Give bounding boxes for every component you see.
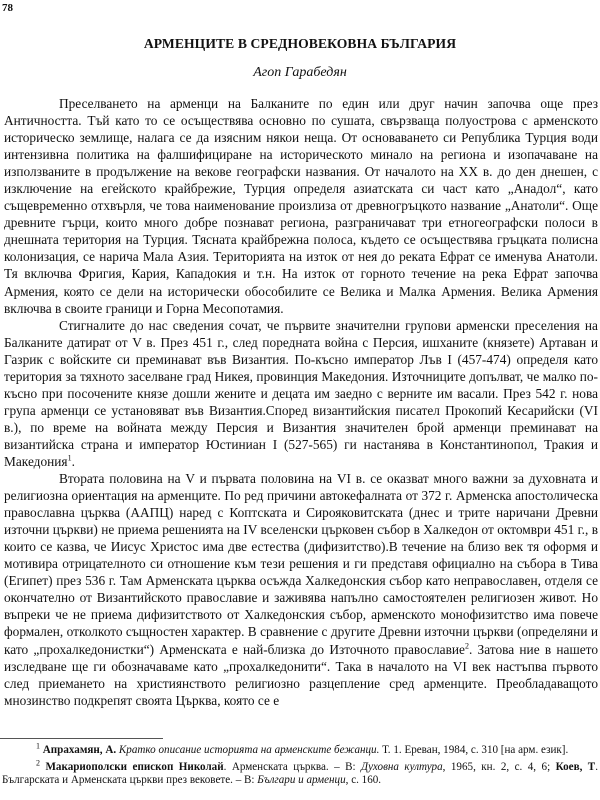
footnote-1-title: Кратко описание историята на арменските бежанци.	[118, 744, 380, 756]
article-author: Агоп Гарабедян	[253, 65, 347, 80]
footnote-2-part3: . Българската и Арменската църкви през вековете. – В:	[2, 760, 598, 787]
footnote-1-number: 1	[36, 741, 40, 751]
footnote-1-details: Т. 1. Ереван, 1984, с. 310 [на арм. език].	[379, 744, 569, 756]
article-body	[4, 95, 598, 709]
paragraph-3	[4, 470, 598, 709]
footnote-2-part1: . Арменската църква. – В:	[223, 760, 362, 773]
footnote-ref-1[interactable]: 1	[67, 453, 72, 463]
footnote-2	[2, 757, 598, 788]
footnote-ref-2[interactable]: 2	[464, 641, 469, 651]
footnote-1	[2, 741, 598, 758]
page-number: 78	[2, 2, 13, 14]
paragraph-3-tail: . Затова ние в нашето изследване ще ги обозначаваме като „прохалкедонити“. Така в началото на VI век настъпва първото след приемането на християнството религиозно разцепление сред арменците. Преобладаващото мнозинство подкрепят своята Църква, която се е	[4, 641, 598, 708]
footnote-2-part2: , 1965, кн. 2, с. 4, 6;	[442, 760, 556, 773]
paragraph-2-tail: .	[71, 453, 75, 469]
footnote-2-book: Българи и арменци	[257, 774, 346, 787]
paragraph-2-text: Стигналите до нас сведения сочат, че първите значителни групови арменски преселения на Балканите датират от V в. През 451 г., след поредната война с Персия, ишханите (князете) Артаван и Газрик с войските си преминават във Византия. По-късно император Лъв I (457-474) определя като територия за тяхното заселване град Никея, провинция Македония. Източниците допълват, че малко по-късно при посочените князе дошли жените и децата им заедно с верните им васали. През 542 г. нова група арменци се установяват във Византия.Според византийския писател Прокопий Кесарийски (VI в.), по време на войната между Персия и Византия значителен брой арменци преминават на византийска страна и император Юстиниан I (527-565) ги настанява в Константинопол, Тракия и Македония	[4, 317, 598, 469]
footnote-2-journal: Духовна култура	[361, 760, 443, 773]
paragraph-2	[4, 317, 598, 470]
paragraph-1	[4, 95, 598, 317]
footnote-2-author2: Коев, Т	[555, 760, 596, 773]
footnote-divider	[0, 738, 163, 739]
footnote-2-author: Макариополски епископ Николай	[45, 760, 224, 773]
paragraph-3-text: Втората половина на V и първата половина на VI в. се оказват много важни за духовната и религиозна ориентация на арменците. По ред причини автокефалната от 372 г. Арменска апостолическа православна църква (ААПЦ) наред с Коптската и Сирояковитската (днес и трите наричани Древни източни църкви) не приема решенията на IV вселенски църковен събор в Халкедон от октомври 451 г., в които се казва, че Иисус Христос има две естества (дифизитство).В течение на близо век тя оформя и мотивира отрицателното си отношение към тези решения и ги представя официално на събора в Тива (Египет) през 536 г. Там Арменската църква осъжда Халкедонския събор като неправославен, отделя се окончателно от Византийското православие и заживява напълно самостоятелен религиозен живот. Но въпреки че не приема дифизитството от Халкедонския събор, арменското монофизитство има повече формален, отколкото същностен характер. В сравнение с другите Древни източни църкви (определяни и като „прохалкедонистки“) Арменската е най-близка до Източното православие	[4, 471, 598, 657]
footnotes	[2, 741, 598, 791]
footnote-2-number: 2	[36, 757, 40, 767]
footnote-2-part4: , с. 160.	[345, 774, 382, 787]
footnote-1-author: Апрахамян, А.	[42, 744, 117, 756]
paragraph-1-text: Преселването на арменци на Балканите по един или друг начин започва още през Античността. Тъй като то се осъществява основно по сушата, свързваща полуострова с арменското историческо землище, налага се да изясним някои неща. От основаването си Република Турция води интензивна политика на фалшифициране на историческото минало на региона и изопачаване на използваните в продължение на векове географски названия. От началото на XX в. до ден днешен, с изключение на егейското крайбрежие, Турция определя азиатската си част като „Анадол“, като същевременно отхвърля, че това наименование произлиза от древногръцкото название „Анатоли“. Още древните гърци, които много добре познават региона, разграничават три етногеографски полоси в днешната територия на Турция. Тясната крайбрежна полоса, където се осъществява гръцката полисна колонизация, се нарича Мала Азия. Територията на изток от нея до реката Ефрат се именува Анатоли. Тя включва Фригия, Кария, Кападокия и т.н. На изток от горното течение на река Ефрат започва Армения, която се дели на исторически обособилите се Велика и Малка Армения. Велика Армения включва в своите граници и Горна Месопотамия.	[4, 96, 598, 316]
article-title: АРМЕНЦИТЕ В СРЕДНОВЕКОВНА БЪЛГАРИЯ	[143, 36, 457, 51]
